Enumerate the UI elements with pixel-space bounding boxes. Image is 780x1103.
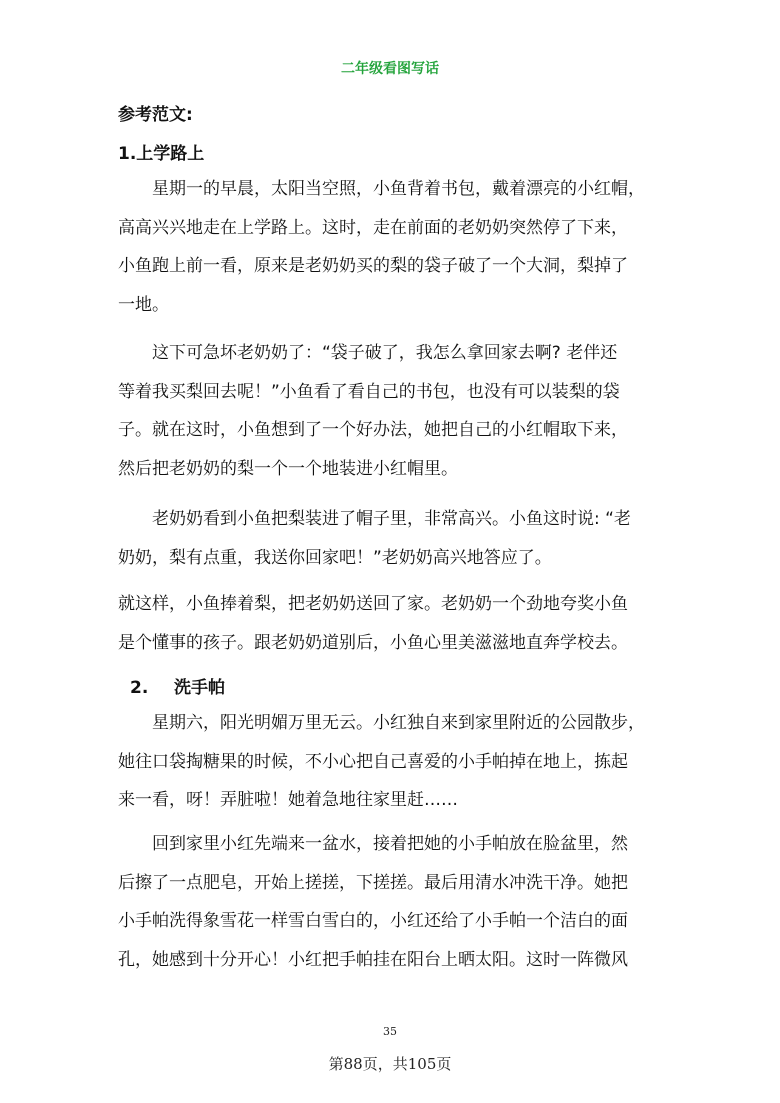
- text-line: 奶奶，梨有点重，我送你回家吧！”老奶奶高兴地答应了。: [118, 547, 552, 568]
- text-line: 来一看，呀！弄脏啦！她着急地往家里赶……: [118, 790, 458, 810]
- essay1-paragraph-2: [118, 334, 668, 488]
- essay1-paragraph-3: [118, 500, 668, 577]
- text-line: 高高兴兴地走在上学路上。这时，走在前面的老奶奶突然停了下来，: [118, 217, 628, 238]
- text-line: 等着我买梨回去呢！”小鱼看了看自己的书包，也没有可以装梨的袋: [118, 381, 620, 402]
- text-line: 后擦了一点肥皂，开始上搓搓，下搓搓。最后用清水冲洗干净。她把: [118, 872, 628, 893]
- text-line: 一地。: [118, 294, 169, 315]
- essay2-paragraph-1: [118, 704, 668, 820]
- essay2-number: 2.: [130, 678, 149, 698]
- essay1-paragraph-4: [118, 585, 668, 662]
- text-line: 回到家里小红先端来一盆水，接着把她的小手帕放在脸盆里，然: [152, 834, 628, 854]
- essay2-heading: [130, 673, 225, 698]
- essay1-paragraph-1: [118, 170, 668, 324]
- text-line: 就这样，小鱼捧着梨，把老奶奶送回了家。老奶奶一个劲地夸奖小鱼: [118, 594, 628, 614]
- page-number: 35: [383, 1025, 397, 1038]
- page-header-title: 二年级看图写话: [341, 61, 439, 77]
- text-line: 星期一的早晨，太阳当空照，小鱼背着书包，戴着漂亮的小红帽，: [152, 179, 645, 199]
- essay1-title: 1.上学路上: [118, 144, 205, 164]
- text-line: 是个懂事的孩子。跟老奶奶道别后，小鱼心里美滋滋地直奔学校去。: [118, 632, 628, 653]
- text-line: 星期六，阳光明媚万里无云。小红独自来到家里附近的公园散步，: [152, 713, 645, 733]
- page-footer: 第88页，共105页: [328, 1055, 452, 1073]
- text-line: 这下可急坏老奶奶了：“袋子破了，我怎么拿回家去啊? 老伴还: [152, 343, 618, 363]
- text-line: 子。就在这时，小鱼想到了一个好办法，她把自己的小红帽取下来，: [118, 420, 628, 440]
- essay2-paragraph-2: [118, 825, 668, 979]
- text-line: 小鱼跑上前一看，原来是老奶奶买的梨的袋子破了一个大洞，梨掉了: [118, 256, 628, 276]
- text-line: 她往口袋掏糖果的时候，不小心把自己喜爱的小手帕掉在地上，拣起: [118, 751, 628, 772]
- reference-label: 参考范文:: [118, 105, 193, 125]
- text-line: 小手帕洗得象雪花一样雪白雪白的，小红还给了小手帕一个洁白的面: [118, 911, 628, 931]
- text-line: 然后把老奶奶的梨一个一个地装进小红帽里。: [118, 458, 458, 479]
- text-line: 孔，她感到十分开心！小红把手帕挂在阳台上晒太阳。这时一阵微风: [118, 949, 628, 970]
- text-line: 老奶奶看到小鱼把梨装进了帽子里，非常高兴。小鱼这时说: “老: [152, 509, 631, 529]
- essay2-title: 洗手帕: [174, 678, 225, 698]
